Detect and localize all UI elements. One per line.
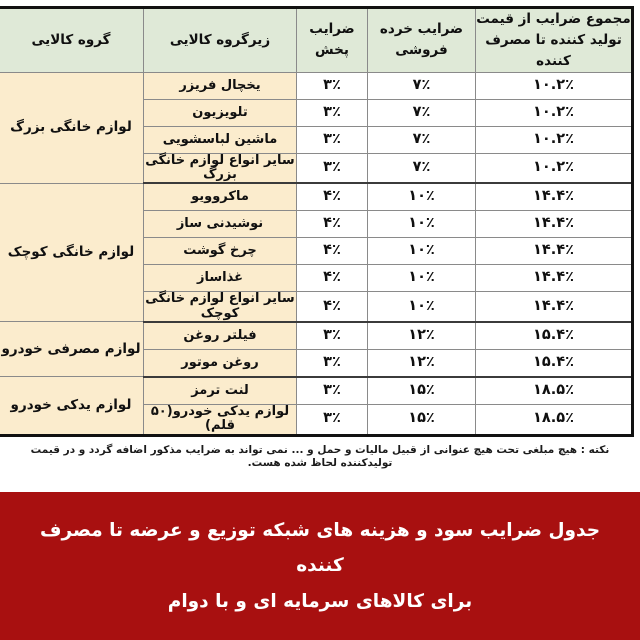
cell-subgroup-name: یخچال فریزر bbox=[144, 72, 297, 99]
banner-title-line-2: برای کالاهای سرمایه ای و با دوام bbox=[167, 590, 473, 612]
cell-subgroup-name: روغن موتور bbox=[144, 349, 297, 377]
cell-subgroup-name: تلویزیون bbox=[144, 99, 297, 126]
banner-title-line-1: جدول ضرایب سود و هزینه های شبکه توزیع و عرضه تا مصرف کننده bbox=[39, 520, 601, 577]
cell-retail-coefficient: ۱۰٪ bbox=[368, 265, 476, 292]
table-header-row bbox=[0, 8, 633, 73]
table-row bbox=[0, 377, 633, 405]
table-row bbox=[0, 72, 633, 99]
cell-distribution-coefficient: ۳٪ bbox=[297, 404, 368, 435]
cell-distribution-coefficient: ۳٪ bbox=[297, 349, 368, 377]
cell-retail-coefficient: ۷٪ bbox=[368, 126, 476, 153]
cell-subgroup-name: سایر انواع لوازم خانگی کوچک bbox=[145, 291, 295, 321]
cell-subgroup-name: سایر انواع لوازم خانگی بزرگ bbox=[145, 152, 295, 183]
cell-total-coefficient: ۱۰.۲٪ bbox=[476, 153, 633, 183]
cell-distribution-coefficient: ۴٪ bbox=[297, 183, 368, 211]
cell-subgroup-name: نوشیدنی ساز bbox=[144, 211, 297, 238]
cell-total-coefficient: ۱۵.۴٪ bbox=[476, 349, 633, 377]
column-header-distribution-coefficient: ضرایب پخش bbox=[297, 8, 368, 73]
cell-retail-coefficient: ۱۰٪ bbox=[368, 238, 476, 265]
cell-total-coefficient: ۱۴.۴٪ bbox=[476, 292, 633, 322]
column-header-group: گروه کالایی bbox=[0, 8, 144, 73]
cell-subgroup-name: ماشین لباسشویی bbox=[144, 126, 297, 153]
cell-total-coefficient: ۱۰.۲٪ bbox=[476, 99, 633, 126]
cell-retail-coefficient: ۱۵٪ bbox=[368, 377, 476, 405]
cell-distribution-coefficient: ۳٪ bbox=[297, 153, 368, 183]
cell-group-name: لوازم خانگی بزرگ bbox=[0, 72, 144, 183]
cell-subgroup-name: فیلتر روغن bbox=[144, 322, 297, 350]
cell-retail-coefficient: ۱۵٪ bbox=[368, 404, 476, 435]
cell-total-coefficient: ۱۴.۴٪ bbox=[476, 183, 633, 211]
cell-retail-coefficient: ۷٪ bbox=[368, 153, 476, 183]
cell-total-coefficient: ۱۵.۴٪ bbox=[476, 322, 633, 350]
cell-distribution-coefficient: ۳٪ bbox=[297, 322, 368, 350]
profit-margin-table bbox=[0, 6, 634, 437]
cell-group-name: لوازم خانگی کوچک bbox=[0, 183, 144, 322]
cell-retail-coefficient: ۱۲٪ bbox=[368, 349, 476, 377]
table-row bbox=[0, 322, 633, 350]
cell-distribution-coefficient: ۳٪ bbox=[297, 377, 368, 405]
cell-total-coefficient: ۱۸.۵٪ bbox=[476, 404, 633, 435]
column-header-subgroup: زیرگروه کالایی bbox=[144, 8, 297, 73]
cell-retail-coefficient: ۱۲٪ bbox=[368, 322, 476, 350]
table-header bbox=[0, 8, 633, 73]
cell-subgroup-name: لنت ترمز bbox=[144, 377, 297, 405]
cell-subgroup-name: غذاساز bbox=[144, 265, 297, 292]
cell-group-name: لوازم یدکی خودرو bbox=[0, 377, 144, 435]
cell-total-coefficient: ۱۰.۲٪ bbox=[476, 72, 633, 99]
cell-distribution-coefficient: ۳٪ bbox=[297, 126, 368, 153]
cell-subgroup-name: لوازم یدکی خودرو(۵۰ قلم) bbox=[144, 404, 297, 435]
table-row bbox=[0, 183, 633, 211]
column-header-retail-coefficient: ضرایب خرده فروشی bbox=[368, 8, 476, 73]
cell-total-coefficient: ۱۸.۵٪ bbox=[476, 377, 633, 405]
cell-distribution-coefficient: ۴٪ bbox=[297, 211, 368, 238]
column-header-total-coefficient: مجموع ضرایب از قیمت تولید کننده تا مصرف کننده bbox=[476, 8, 633, 73]
cell-retail-coefficient: ۷٪ bbox=[368, 99, 476, 126]
cell-group-name: لوازم مصرفی خودرو bbox=[0, 322, 144, 377]
table-footnote: نکته : هیچ مبلغی تحت هیچ عنوانی از قبیل مالیات و حمل و ... نمی تواند به ضرایب مذکور اضافه گردد و در قیمت تولیدکننده لحاظ شده هست. bbox=[30, 443, 610, 470]
cell-subgroup-name: چرخ گوشت bbox=[144, 238, 297, 265]
cell-distribution-coefficient: ۴٪ bbox=[297, 292, 368, 322]
cell-subgroup-name: ماکروویو bbox=[144, 183, 297, 211]
cell-total-coefficient: ۱۰.۲٪ bbox=[476, 126, 633, 153]
table-body bbox=[0, 72, 633, 435]
cell-distribution-coefficient: ۴٪ bbox=[297, 265, 368, 292]
cell-total-coefficient: ۱۴.۴٪ bbox=[476, 238, 633, 265]
cell-retail-coefficient: ۱۰٪ bbox=[368, 211, 476, 238]
cell-total-coefficient: ۱۴.۴٪ bbox=[476, 265, 633, 292]
cell-retail-coefficient: ۷٪ bbox=[368, 72, 476, 99]
cell-distribution-coefficient: ۳٪ bbox=[297, 99, 368, 126]
cell-total-coefficient: ۱۴.۴٪ bbox=[476, 211, 633, 238]
title-banner bbox=[0, 492, 640, 640]
cell-distribution-coefficient: ۳٪ bbox=[297, 72, 368, 99]
cell-retail-coefficient: ۱۰٪ bbox=[368, 292, 476, 322]
cell-distribution-coefficient: ۴٪ bbox=[297, 238, 368, 265]
cell-retail-coefficient: ۱۰٪ bbox=[368, 183, 476, 211]
